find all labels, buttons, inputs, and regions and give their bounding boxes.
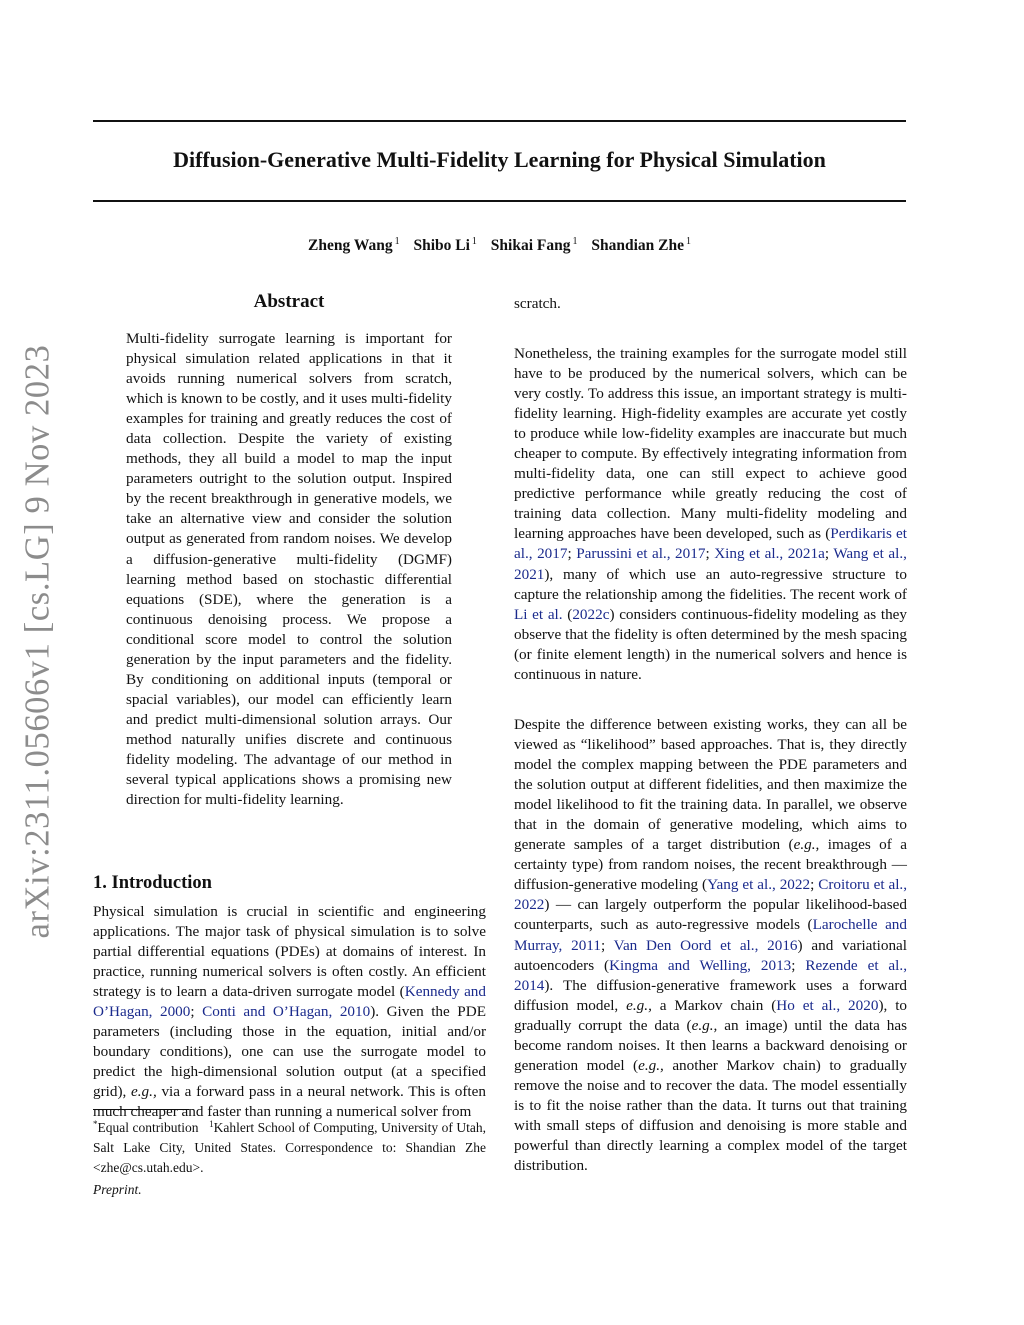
- footnote-mark: 1: [209, 1119, 214, 1129]
- title-rule-bottom: [93, 200, 906, 202]
- author-affiliation-mark: 1: [394, 236, 400, 247]
- body-text: e.g.,: [626, 996, 652, 1014]
- arxiv-identifier: [8, 344, 68, 938]
- citation-link[interactable]: Yang et al., 2022: [707, 876, 811, 894]
- title-rule-top: [93, 120, 906, 122]
- footnote-mark: *: [93, 1119, 98, 1129]
- author-name: Zheng Wang: [308, 237, 393, 254]
- body-text: e.g.,: [638, 1056, 664, 1074]
- body-text: ;: [705, 545, 715, 563]
- citation-link[interactable]: Kingma and Welling, 2013: [609, 956, 792, 974]
- intro-paragraph-3: [514, 715, 907, 1176]
- body-text: ) and variational autoencoders (: [514, 936, 907, 974]
- citation-link[interactable]: Ho et al., 2020: [776, 996, 879, 1014]
- body-text: ;: [810, 876, 819, 894]
- footnote: [93, 1114, 486, 1178]
- intro-paragraph-1-end: [514, 294, 907, 314]
- author: [591, 237, 691, 254]
- body-text: scratch.: [514, 295, 561, 312]
- intro-paragraph-2: [514, 344, 907, 685]
- citation-link[interactable]: Perdikaris et al., 2017: [514, 525, 907, 563]
- citation-link[interactable]: Croitoru et al., 2022: [514, 876, 908, 914]
- author-affiliation-mark: 1: [471, 236, 477, 247]
- author-name: Shikai Fang: [490, 237, 571, 254]
- citation-link[interactable]: Li et al.: [514, 605, 563, 623]
- citation-link[interactable]: Xing et al., 2021a: [714, 545, 825, 563]
- author-affiliation-mark: 1: [572, 236, 578, 247]
- intro-paragraph-1-start: [93, 902, 486, 1123]
- body-text: a Markov chain (: [651, 996, 777, 1014]
- body-text: e.g.,: [691, 1016, 718, 1034]
- body-text: ;: [824, 545, 834, 563]
- footnote-text: Kahlert School of Computing, University of Utah, Salt Lake City, United States. Correspondence to: Shandian Zhe <zhe@cs.utah.edu>.: [93, 1120, 487, 1175]
- body-text: [514, 715, 907, 1176]
- body-text: ;: [600, 936, 614, 954]
- body-text: ;: [567, 545, 577, 563]
- author: [491, 237, 578, 254]
- body-text: e.g.,: [131, 1083, 157, 1101]
- body-text: (: [562, 605, 573, 623]
- body-text: ) considers continuous-fidelity modeling as they observe that the fidelity is often determined by the mesh spacing (or finite element length) in the numerical solvers and hence is continuous in nature.: [514, 605, 908, 683]
- citation-link[interactable]: Larochelle and Murray, 2011: [514, 916, 907, 954]
- abstract-heading: Abstract: [253, 291, 325, 312]
- body-text: images of a certainty type) from random noises, the recent breakthrough — diffusion-generative modeling (: [514, 836, 907, 894]
- abstract-text: Multi-fidelity surrogate learning is important for physical simulation related applications in that it avoids running numerical solvers from scratch, which is known to be costly, and it uses multi-fidelity examples for training and greatly reduces the cost of data collection. Despite the variety of existing methods, they all build a model to map the input parameters outright to the solution output. Inspired by the recent breakthrough in generative models, we take an alternative view and consider the solution output as generated from random noises. We develop a diffusion-generative multi-fidelity (DGMF) learning method based on stochastic differential equations (SDE), where the generation is a continuous denoising process. We propose a conditional score model to control the solution generation by the input parameters and the fidelity. By conditioning on additional inputs (temporal or spacial variables), our model can efficiently learn and predict multi-dimensional solution arrays. Our method naturally unifies discrete and continuous fidelity modeling. The advantage of our method in several typical applications shows a promising new direction for multi-fidelity learning.: [126, 330, 452, 809]
- author: [308, 237, 400, 254]
- body-text: ). The diffusion-generative framework uses a forward diffusion model,: [514, 976, 907, 1014]
- body-text: ), many of which use an auto-regressive structure to capture the relationship among the fidelities. The recent work of: [514, 565, 907, 603]
- body-text: ;: [791, 956, 806, 974]
- author-list: [93, 236, 906, 255]
- body-text: Nonetheless, the training examples for the surrogate model still have to be produced by the numerical solvers, which can be very costly. To address this issue, an important strategy is multi-fidelity learning. High-fidelity examples are accurate yet costly to produce while low-fidelity examples are inaccurate but much cheaper to compute. By effectively integrating information from multi-fidelity data, one can still expect to achieve good predictive performance while greatly reducing the cost of training data collection. Many multi-fidelity modeling and learning approaches have been developed, such as (: [514, 345, 907, 543]
- citation-link[interactable]: Kennedy and O’Hagan, 2000: [93, 983, 486, 1021]
- citation-link[interactable]: Rezende et al., 2014: [514, 956, 907, 994]
- arxiv-identifier-text: arXiv:2311.05606v1 [cs.LG] 9 Nov 2023: [18, 344, 57, 938]
- body-text: ). Given the PDE parameters (including those in the equation, initial and/or boundary conditions), one can use the surrogate model to predict the high-dimensional solution output (at a specified grid),: [93, 1003, 486, 1101]
- body-text: ) — can largely outperform the popular likelihood-based counterparts, such as auto-regressive models (: [514, 896, 907, 934]
- body-text: Physical simulation is crucial in scientific and engineering applications. The major task of physical simulation is to solve partial differential equations (PDEs) at domains of interest. In practice, running numerical solvers is often costly. An efficient strategy is to learn a data-driven surrogate model (: [93, 903, 486, 1001]
- body-text: ;: [190, 1003, 203, 1021]
- paper-title: Diffusion-Generative Multi-Fidelity Learning for Physical Simulation: [173, 147, 826, 172]
- body-text: Despite the difference between existing works, they can all be viewed as “likelihood” based approaches. That is, they directly model the complex mapping between the PDE parameters and the solution output at different fidelities, and then maximize the model likelihood to fit the training data. In parallel, we observe that in the domain of generative modeling, which aims to generate samples of a target distribution (: [514, 716, 907, 854]
- author: [413, 237, 476, 254]
- footnote-rule: [93, 1109, 189, 1110]
- footnote-text: Equal contribution: [97, 1120, 199, 1135]
- author-affiliation-mark: 1: [685, 236, 691, 247]
- citation-link[interactable]: Parussini et al., 2017: [576, 545, 706, 563]
- citation-link[interactable]: Van Den Oord et al., 2016: [613, 936, 798, 954]
- author-name: Shandian Zhe: [591, 237, 684, 254]
- citation-link[interactable]: Wang et al., 2021: [514, 545, 907, 583]
- body-text: [514, 344, 907, 685]
- body-text: an image) until the data has become random noises. It then learns a backward denoising or generation model (: [514, 1016, 907, 1074]
- citation-link[interactable]: 2022c: [572, 605, 610, 623]
- body-text: e.g.,: [793, 836, 820, 854]
- body-text: ), to gradually corrupt the data (: [514, 996, 908, 1034]
- author-name: Shibo Li: [413, 237, 470, 254]
- preprint-label: Preprint.: [93, 1182, 142, 1197]
- body-text: another Markov chain) to gradually remove the noise and to recover the data. The model essentially is to fit the noise rather than the data. It turns out that training with small steps of diffusion and denoising is more stable and powerful than directly learning a complex model of the target distribution.: [514, 1056, 907, 1175]
- citation-link[interactable]: Conti and O’Hagan, 2010: [202, 1003, 371, 1021]
- body-text: via a forward pass in a neural network. This is often much cheaper and faster than running a numerical solver from: [93, 1083, 486, 1121]
- introduction-heading: 1. Introduction: [93, 873, 212, 893]
